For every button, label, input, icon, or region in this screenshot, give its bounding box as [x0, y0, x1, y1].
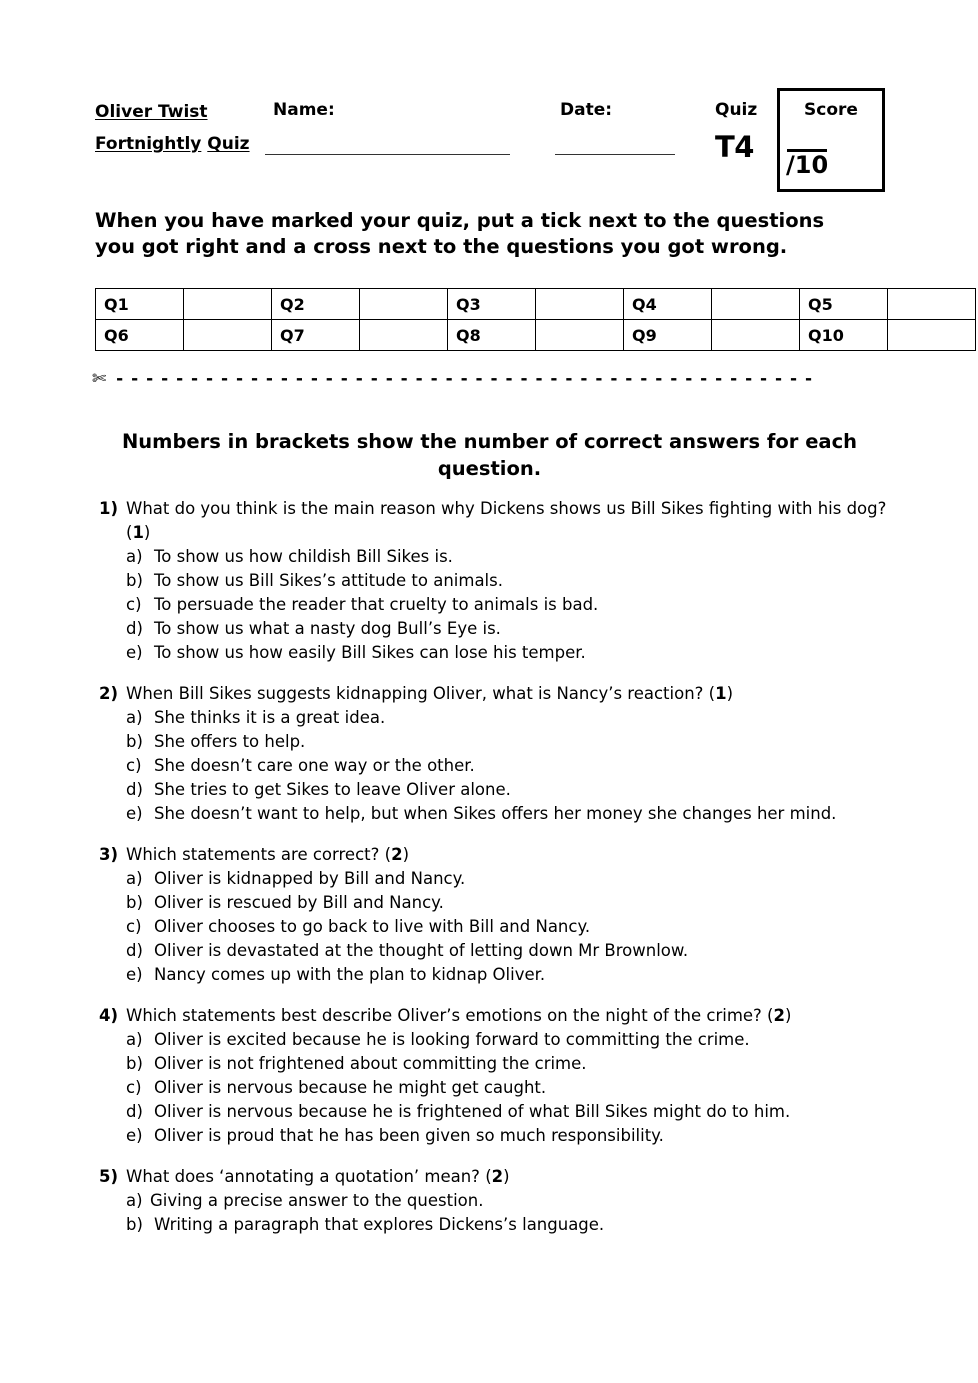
grid-mark-q1[interactable]	[184, 289, 272, 320]
option-marker: e)	[126, 965, 143, 984]
option-item[interactable]	[88, 891, 888, 915]
question-text	[126, 682, 888, 706]
question-text-end: )	[726, 684, 734, 703]
grid-mark-q10[interactable]	[888, 320, 976, 351]
question-number: 3)	[98, 845, 118, 864]
option-text: Oliver is not frightened about committing the crime.	[154, 1054, 587, 1073]
option-item[interactable]	[88, 730, 888, 754]
date-label: Date:	[560, 100, 613, 120]
option-marker: b)	[126, 732, 143, 751]
scissors-icon: ✄	[92, 369, 110, 389]
option-item[interactable]	[88, 617, 888, 641]
grid-mark-q4[interactable]	[712, 289, 800, 320]
table-row	[96, 320, 976, 351]
question-text-end: )	[784, 1006, 792, 1025]
question-marks: 2	[391, 845, 403, 864]
worksheet-title	[95, 100, 265, 157]
option-text: She offers to help.	[154, 732, 306, 751]
page-header	[95, 92, 885, 202]
option-text: To show us how childish Bill Sikes is.	[154, 547, 453, 566]
question-stem	[88, 497, 888, 545]
option-item[interactable]	[88, 915, 888, 939]
option-text: Oliver is excited because he is looking forward to committing the crime.	[154, 1030, 750, 1049]
option-item[interactable]	[88, 1213, 888, 1237]
quiz-code: T4	[715, 130, 754, 164]
option-item[interactable]	[88, 593, 888, 617]
option-text: Writing a paragraph that explores Dickens’s language.	[154, 1215, 605, 1234]
option-marker: d)	[126, 619, 143, 638]
option-text: She doesn’t want to help, but when Sikes offers her money she changes her mind.	[154, 804, 837, 823]
option-marker: b)	[126, 571, 143, 590]
question-text-end: )	[143, 523, 151, 542]
option-text: Oliver is nervous because he is frightened of what Bill Sikes might do to him.	[154, 1102, 791, 1121]
score-box	[777, 88, 885, 192]
option-marker: a)	[126, 547, 143, 566]
date-input-line[interactable]	[555, 154, 675, 155]
grid-label-q1: Q1	[96, 289, 184, 320]
option-item[interactable]	[88, 802, 888, 826]
option-marker: d)	[126, 1102, 143, 1121]
question-number: 5)	[98, 1167, 118, 1186]
question-text	[126, 1165, 888, 1189]
cut-line	[92, 368, 892, 391]
option-text: To show us how easily Bill Sikes can lose his temper.	[154, 643, 586, 662]
question-marks: 2	[773, 1006, 785, 1025]
question-text-end: )	[503, 1167, 510, 1186]
option-item[interactable]	[88, 1189, 888, 1213]
brackets-note: Numbers in brackets show the number of correct answers for each question.	[121, 430, 858, 480]
option-item[interactable]	[88, 963, 888, 987]
grid-mark-q5[interactable]	[888, 289, 976, 320]
option-text: Giving a precise answer to the question.	[150, 1191, 484, 1210]
question-stem	[88, 843, 888, 867]
option-marker: c)	[126, 756, 142, 775]
quiz-label: Quiz	[715, 100, 758, 120]
option-text: Oliver is proud that he has been given so much responsibility.	[154, 1126, 664, 1145]
option-list	[88, 545, 888, 665]
option-text: Oliver chooses to go back to live with Bill and Nancy.	[154, 917, 591, 936]
score-label: Score	[804, 100, 858, 120]
score-out-of: /10	[786, 151, 829, 179]
question-text-main: What does ‘annotating a quotation’ mean? (	[126, 1167, 492, 1186]
cut-line-dashes: - - - - - - - - - - - - - - - - - - - - - - - - - - - - - - - - - - - - - - - - - - - - - - -	[116, 369, 814, 389]
option-item[interactable]	[88, 545, 888, 569]
option-marker: e)	[126, 1126, 143, 1145]
option-marker: d)	[126, 941, 143, 960]
grid-label-q4: Q4	[624, 289, 712, 320]
option-text: To show us what a nasty dog Bull’s Eye is.	[154, 619, 501, 638]
question-text-end: )	[402, 845, 409, 864]
option-text: She thinks it is a great idea.	[154, 708, 386, 727]
grid-label-q9: Q9	[624, 320, 712, 351]
question-block	[88, 1004, 888, 1148]
grid-mark-q6[interactable]	[184, 320, 272, 351]
option-marker: a)	[126, 708, 143, 727]
option-marker: e)	[126, 804, 143, 823]
table-row	[96, 289, 976, 320]
option-item[interactable]	[88, 569, 888, 593]
option-text: Oliver is devastated at the thought of letting down Mr Brownlow.	[154, 941, 689, 960]
question-number: 4)	[98, 1006, 118, 1025]
option-item[interactable]	[88, 1028, 888, 1052]
option-text: She doesn’t care one way or the other.	[154, 756, 475, 775]
question-block	[88, 1165, 888, 1237]
question-block	[88, 497, 888, 665]
questions-list	[88, 497, 888, 1254]
question-text	[126, 1004, 888, 1028]
option-item[interactable]	[88, 641, 888, 665]
question-block	[88, 682, 888, 826]
grid-label-q7: Q7	[272, 320, 360, 351]
option-text: Oliver is rescued by Bill and Nancy.	[154, 893, 444, 912]
question-block	[88, 843, 888, 987]
question-marks: 2	[491, 1167, 504, 1186]
option-marker: c)	[126, 917, 142, 936]
grid-label-q5: Q5	[800, 289, 888, 320]
option-list	[88, 867, 888, 987]
grid-mark-q8[interactable]	[536, 320, 624, 351]
option-marker: c)	[126, 1078, 142, 1097]
question-number: 2)	[98, 684, 118, 703]
question-marks: 1	[132, 523, 144, 542]
title-line-1: Oliver Twist	[95, 102, 208, 122]
option-list	[88, 1189, 888, 1237]
question-marking-grid	[95, 288, 976, 351]
grid-mark-q3[interactable]	[536, 289, 624, 320]
option-marker: b)	[126, 1054, 143, 1073]
option-text: To persuade the reader that cruelty to animals is bad.	[154, 595, 599, 614]
question-stem	[88, 1004, 888, 1028]
grid-label-q8: Q8	[448, 320, 536, 351]
option-text: Oliver is nervous because he might get caught.	[154, 1078, 547, 1097]
option-item[interactable]	[88, 706, 888, 730]
option-marker: a)	[126, 1030, 143, 1049]
option-marker: a)	[126, 869, 143, 888]
name-input-line[interactable]	[265, 154, 510, 155]
question-text-main: When Bill Sikes suggests kidnapping Oliver, what is Nancy’s reaction? (	[126, 684, 716, 703]
option-list	[88, 706, 888, 826]
question-text-main: Which statements are correct? (	[126, 845, 392, 864]
option-item[interactable]	[88, 1076, 888, 1100]
question-marks: 1	[715, 684, 727, 703]
question-text	[126, 497, 888, 545]
grid-mark-q9[interactable]	[712, 320, 800, 351]
name-label: Name:	[273, 100, 335, 120]
option-text: She tries to get Sikes to leave Oliver alone.	[154, 780, 511, 799]
option-item[interactable]	[88, 939, 888, 963]
option-marker: a)	[126, 1191, 143, 1210]
option-marker: e)	[126, 643, 143, 662]
option-marker: b)	[126, 1215, 143, 1234]
option-marker: c)	[126, 595, 142, 614]
grid-label-q6: Q6	[96, 320, 184, 351]
option-item[interactable]	[88, 754, 888, 778]
question-stem	[88, 682, 888, 706]
question-text-main: What do you think is the main reason why Dickens shows us Bill Sikes fighting with his dog? (	[126, 499, 887, 542]
option-item[interactable]	[88, 1124, 888, 1148]
grid-mark-q2[interactable]	[360, 289, 448, 320]
question-text-main: Which statements best describe Oliver’s emotions on the night of the crime? (	[126, 1006, 774, 1025]
option-item[interactable]	[88, 1100, 888, 1124]
option-text: To show us Bill Sikes’s attitude to animals.	[154, 571, 503, 590]
title-line-2: Fortnightly	[95, 134, 202, 154]
grid-label-q10: Q10	[800, 320, 888, 351]
question-text	[126, 843, 888, 867]
option-item[interactable]	[88, 778, 888, 802]
question-number: 1)	[98, 499, 118, 518]
option-text: Oliver is kidnapped by Bill and Nancy.	[154, 869, 466, 888]
grid-label-q2: Q2	[272, 289, 360, 320]
option-item[interactable]	[88, 867, 888, 891]
option-marker: d)	[126, 780, 143, 799]
option-item[interactable]	[88, 1052, 888, 1076]
marking-instruction: When you have marked your quiz, put a tick next to the questions you got right and a cross next to the questions you got wrong.	[95, 209, 825, 258]
option-text: Nancy comes up with the plan to kidnap Oliver.	[154, 965, 546, 984]
grid-label-q3: Q3	[448, 289, 536, 320]
question-stem	[88, 1165, 888, 1189]
option-marker: b)	[126, 893, 143, 912]
title-line-3: Quiz	[207, 134, 250, 154]
option-list	[88, 1028, 888, 1148]
grid-mark-q7[interactable]	[360, 320, 448, 351]
